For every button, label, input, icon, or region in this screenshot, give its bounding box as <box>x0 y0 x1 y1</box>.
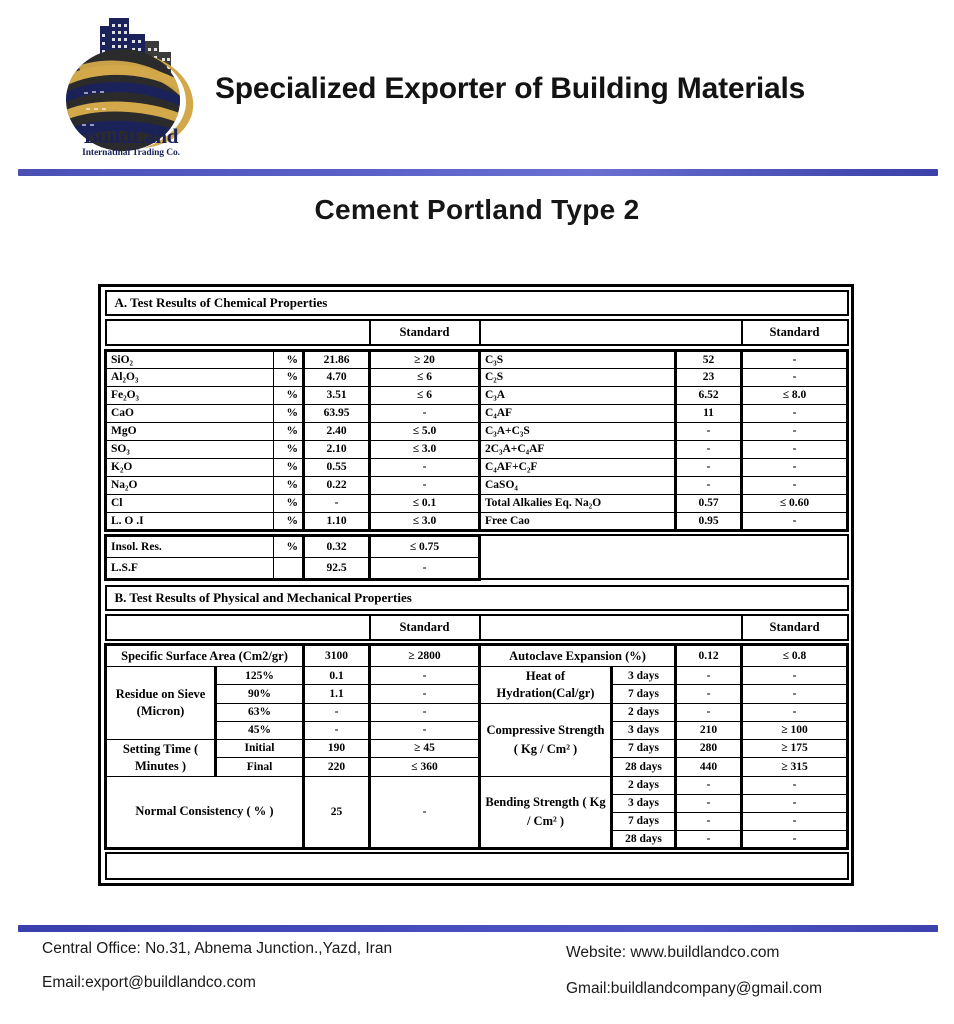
chem-name: CaO <box>106 404 274 422</box>
normal-consistency-label: Normal Consistency ( % ) <box>106 776 304 848</box>
compound-name: 2C₃A+C₄AF <box>480 440 676 458</box>
bending-value: - <box>676 830 742 848</box>
section-a-table <box>104 290 849 581</box>
residue-standard: - <box>370 703 480 721</box>
table-row <box>106 853 848 879</box>
chem-value: 0.55 <box>304 458 370 476</box>
logo-wordmark: BuildLand <box>83 124 179 148</box>
chem-standard: - <box>370 404 480 422</box>
compressive-sub: 28 days <box>612 758 676 776</box>
residue-group-label: Residue on Sieve (Micron) <box>106 667 216 740</box>
chem-value: 0.32 <box>304 535 370 557</box>
compound-name: C₂S <box>480 368 676 386</box>
compound-value: 0.57 <box>676 494 742 512</box>
footer-email[interactable]: Email:export@buildlandco.com <box>42 974 256 991</box>
bending-value: - <box>676 794 742 812</box>
setting-standard: ≥ 45 <box>370 739 480 757</box>
chem-unit: % <box>274 512 304 530</box>
chem-name: SO₃ <box>106 440 274 458</box>
chem-unit: % <box>274 422 304 440</box>
chem-unit: % <box>274 535 304 557</box>
chem-name: MgO <box>106 422 274 440</box>
table-row <box>106 535 848 557</box>
table-row <box>106 368 848 386</box>
heat-sub: 3 days <box>612 667 676 685</box>
compound-value: 0.95 <box>676 512 742 530</box>
empty-panel <box>480 535 848 579</box>
bending-sub: 2 days <box>612 776 676 794</box>
header-standard-right-b: Standard <box>742 615 848 640</box>
chem-unit: % <box>274 440 304 458</box>
compound-value: - <box>676 458 742 476</box>
compressive-standard: - <box>742 703 848 721</box>
compound-value: 23 <box>676 368 742 386</box>
compressive-sub: 7 days <box>612 739 676 757</box>
compound-standard: ≤ 0.60 <box>742 494 848 512</box>
heat-standard: - <box>742 685 848 703</box>
compound-name: C₃A <box>480 386 676 404</box>
specific-surface-label: Specific Surface Area (Cm2/gr) <box>106 645 304 667</box>
specific-surface-standard: ≥ 2800 <box>370 645 480 667</box>
header-blank-left <box>106 320 370 345</box>
chem-value: - <box>304 494 370 512</box>
chem-name: SiO₂ <box>106 350 274 368</box>
section-b-heading: B. Test Results of Physical and Mechanical Properties <box>106 586 848 610</box>
chem-standard: ≤ 0.75 <box>370 535 480 557</box>
table-row <box>106 458 848 476</box>
bending-value: - <box>676 812 742 830</box>
page-footer <box>0 936 954 1024</box>
section-a-header-row <box>106 320 848 345</box>
footer-gmail[interactable]: Gmail:buildlandcompany@gmail.com <box>566 980 823 997</box>
header-standard-right: Standard <box>742 320 848 345</box>
compound-value: - <box>676 422 742 440</box>
footer-website[interactable]: Website: www.buildlandco.com <box>566 944 780 961</box>
compound-value: - <box>676 440 742 458</box>
chem-name: K₂O <box>106 458 274 476</box>
test-results-table-box <box>98 284 854 886</box>
residue-sub: 90% <box>216 685 304 703</box>
header-standard-left-b: Standard <box>370 615 480 640</box>
compound-standard: - <box>742 458 848 476</box>
table-row <box>106 739 848 757</box>
table-row <box>106 404 848 422</box>
table-row <box>106 721 848 739</box>
header-blank-right-b <box>480 615 742 640</box>
compound-standard: - <box>742 350 848 368</box>
residue-sub: 63% <box>216 703 304 721</box>
setting-standard: ≤ 360 <box>370 758 480 776</box>
chem-standard: ≤ 5.0 <box>370 422 480 440</box>
section-b-header-row <box>106 615 848 640</box>
chem-standard: - <box>370 458 480 476</box>
compound-standard: - <box>742 422 848 440</box>
chem-unit: % <box>274 476 304 494</box>
chem-name: Insol. Res. <box>106 535 274 557</box>
chem-unit <box>274 557 304 579</box>
chem-value: 0.22 <box>304 476 370 494</box>
residue-standard: - <box>370 685 480 703</box>
autoclave-standard: ≤ 0.8 <box>742 645 848 667</box>
table-row <box>106 386 848 404</box>
compound-standard: - <box>742 512 848 530</box>
chem-value: 2.10 <box>304 440 370 458</box>
table-row <box>106 758 848 776</box>
table-row <box>106 440 848 458</box>
normal-consistency-standard: - <box>370 776 480 848</box>
chem-standard: ≥ 20 <box>370 350 480 368</box>
chem-standard: ≤ 3.0 <box>370 512 480 530</box>
compound-standard: - <box>742 476 848 494</box>
compressive-sub: 2 days <box>612 703 676 721</box>
residue-value: - <box>304 703 370 721</box>
table-row <box>106 512 848 530</box>
chem-value: 92.5 <box>304 557 370 579</box>
compressive-standard: ≥ 100 <box>742 721 848 739</box>
table-row <box>106 422 848 440</box>
compound-standard: - <box>742 440 848 458</box>
table-row <box>106 350 848 368</box>
chem-name: Al₂O₃ <box>106 368 274 386</box>
chem-value: 21.86 <box>304 350 370 368</box>
compound-name: C₃A+C₃S <box>480 422 676 440</box>
autoclave-label: Autoclave Expansion (%) <box>480 645 676 667</box>
setting-value: 220 <box>304 758 370 776</box>
compound-standard: - <box>742 368 848 386</box>
chem-unit: % <box>274 458 304 476</box>
setting-sub: Initial <box>216 739 304 757</box>
heat-sub: 7 days <box>612 685 676 703</box>
section-a-heading: A. Test Results of Chemical Properties <box>106 291 848 315</box>
section-b-heading-row <box>106 586 848 610</box>
compressive-value: 440 <box>676 758 742 776</box>
chem-name: L. O .I <box>106 512 274 530</box>
heat-value: - <box>676 667 742 685</box>
compound-standard: - <box>742 404 848 422</box>
table-row <box>106 667 848 685</box>
header-blank-left-b <box>106 615 370 640</box>
chem-standard: ≤ 3.0 <box>370 440 480 458</box>
residue-value: 0.1 <box>304 667 370 685</box>
chem-standard: - <box>370 476 480 494</box>
setting-group-label: Setting Time ( Minutes ) <box>106 739 216 776</box>
compressive-group-label: Compressive Strength ( Kg / Cm² ) <box>480 703 612 776</box>
compressive-standard: ≥ 175 <box>742 739 848 757</box>
compound-name: C₄AF+C₂F <box>480 458 676 476</box>
chem-value: 63.95 <box>304 404 370 422</box>
residue-standard: - <box>370 721 480 739</box>
residue-standard: - <box>370 667 480 685</box>
compressive-standard: ≥ 315 <box>742 758 848 776</box>
heat-group-label: Heat of Hydration(Cal/gr) <box>480 667 612 704</box>
chem-value: 4.70 <box>304 368 370 386</box>
chem-standard: - <box>370 557 480 579</box>
bending-standard: - <box>742 776 848 794</box>
bending-sub: 3 days <box>612 794 676 812</box>
chem-value: 1.10 <box>304 512 370 530</box>
bending-standard: - <box>742 812 848 830</box>
section-b-table <box>104 585 849 881</box>
footer-blank-panel <box>106 853 848 879</box>
table-row <box>106 685 848 703</box>
chem-standard: ≤ 0.1 <box>370 494 480 512</box>
chem-name: Na₂O <box>106 476 274 494</box>
autoclave-value: 0.12 <box>676 645 742 667</box>
buildland-logo <box>48 8 213 163</box>
chem-name: L.S.F <box>106 557 274 579</box>
heat-value: - <box>676 685 742 703</box>
chem-standard: ≤ 6 <box>370 386 480 404</box>
chem-standard: ≤ 6 <box>370 368 480 386</box>
bending-group-label: Bending Strength ( Kg / Cm² ) <box>480 776 612 848</box>
compressive-value: 280 <box>676 739 742 757</box>
compound-value: 11 <box>676 404 742 422</box>
header-blank-right <box>480 320 742 345</box>
bending-sub: 7 days <box>612 812 676 830</box>
header-standard-left: Standard <box>370 320 480 345</box>
chem-name: Fe₂O₃ <box>106 386 274 404</box>
compound-name: C₃S <box>480 350 676 368</box>
compressive-sub: 3 days <box>612 721 676 739</box>
chem-unit: % <box>274 350 304 368</box>
page-header <box>0 0 954 168</box>
residue-value: 1.1 <box>304 685 370 703</box>
compound-name: Free Cao <box>480 512 676 530</box>
footer-divider <box>18 925 938 932</box>
compound-name: CaSO₄ <box>480 476 676 494</box>
chem-value: 3.51 <box>304 386 370 404</box>
specific-surface-value: 3100 <box>304 645 370 667</box>
chem-unit: % <box>274 494 304 512</box>
chem-unit: % <box>274 404 304 422</box>
compound-name: Total Alkalies Eq. Na₂O <box>480 494 676 512</box>
residue-value: - <box>304 721 370 739</box>
compressive-value: 210 <box>676 721 742 739</box>
heat-standard: - <box>742 667 848 685</box>
normal-consistency-value: 25 <box>304 776 370 848</box>
chem-unit: % <box>274 386 304 404</box>
company-tagline-title: Specialized Exporter of Building Materials <box>215 72 806 105</box>
chem-name: Cl <box>106 494 274 512</box>
footer-address: Central Office: No.31, Abnema Junction.,Yazd, Iran <box>42 940 393 957</box>
residue-sub: 45% <box>216 721 304 739</box>
logo-tagline: Internatinal Trading Co. <box>82 148 180 158</box>
table-row <box>106 703 848 721</box>
bending-standard: - <box>742 794 848 812</box>
header-divider <box>18 169 938 176</box>
section-a-heading-row <box>106 291 848 315</box>
chem-value: 2.40 <box>304 422 370 440</box>
table-row <box>106 645 848 667</box>
compound-standard: ≤ 8.0 <box>742 386 848 404</box>
compound-value: 6.52 <box>676 386 742 404</box>
residue-sub: 125% <box>216 667 304 685</box>
setting-value: 190 <box>304 739 370 757</box>
compressive-value: - <box>676 703 742 721</box>
setting-sub: Final <box>216 758 304 776</box>
page-title: Cement Portland Type 2 <box>314 194 640 225</box>
bending-standard: - <box>742 830 848 848</box>
chem-unit: % <box>274 368 304 386</box>
bending-sub: 28 days <box>612 830 676 848</box>
compound-value: - <box>676 476 742 494</box>
table-row <box>106 776 848 794</box>
bending-value: - <box>676 776 742 794</box>
table-row <box>106 476 848 494</box>
table-row <box>106 494 848 512</box>
compound-name: C₄AF <box>480 404 676 422</box>
compound-value: 52 <box>676 350 742 368</box>
